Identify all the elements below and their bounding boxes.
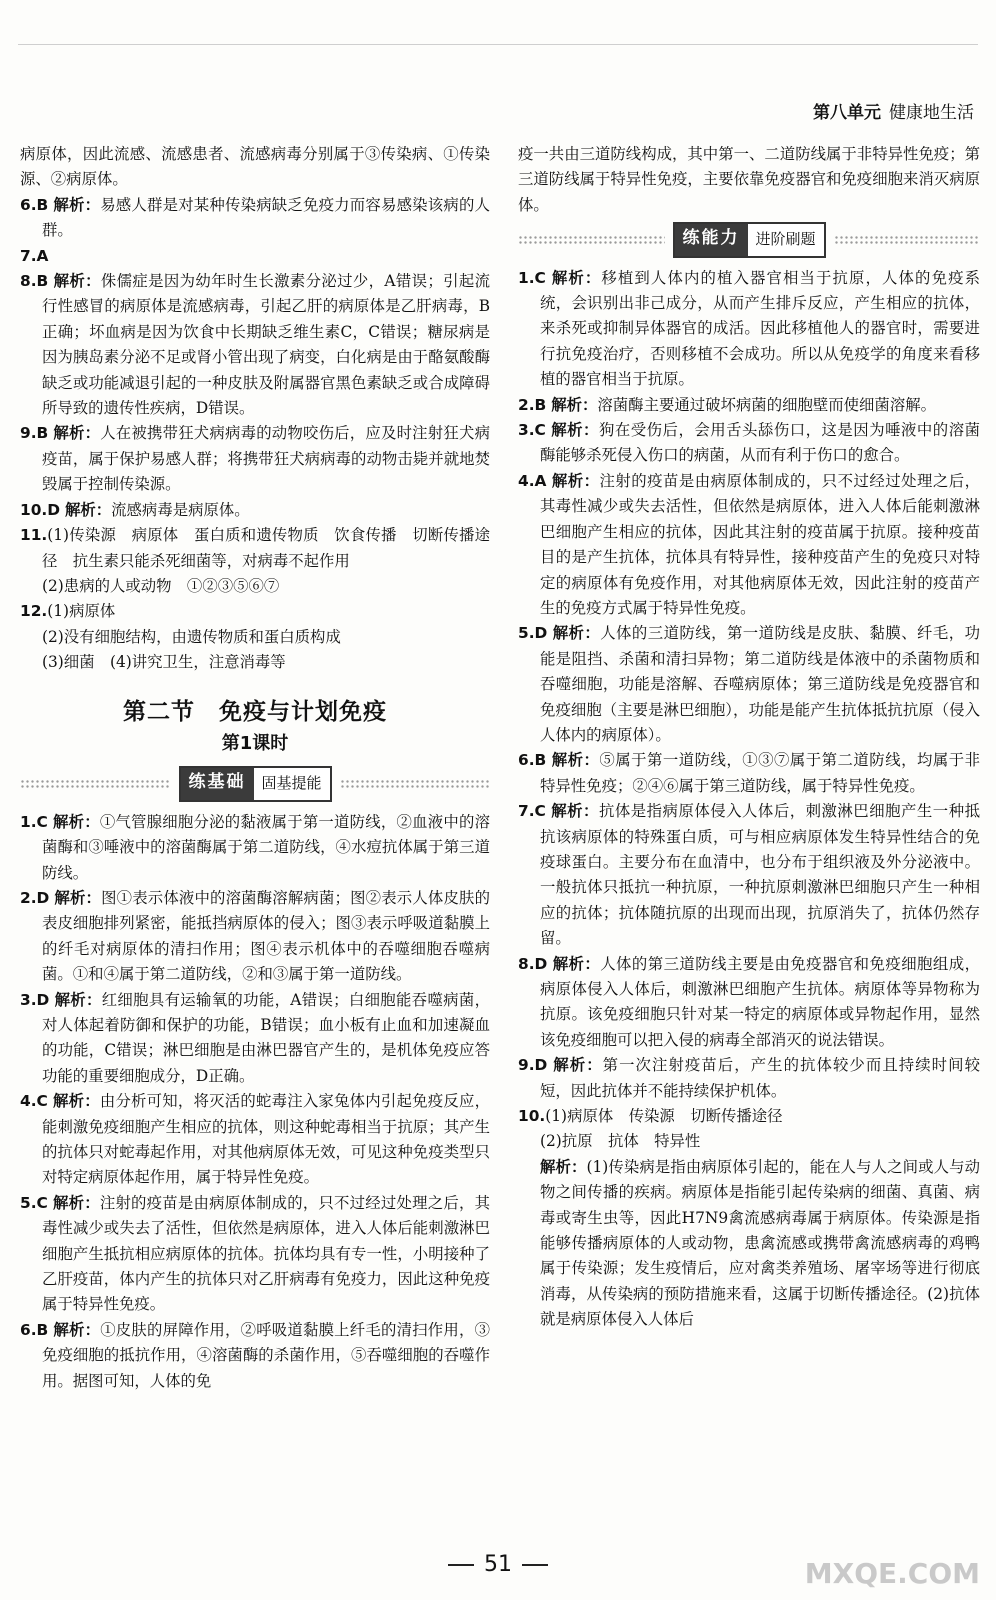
answer-item: 2.D 解析：图①表示体液中的溶菌酶溶解病菌；图②表示人体皮肤的表皮细胞排列紧密，能抵挡病原体的侵入；图③表示呼吸道黏膜上的纤毛对病原体的清扫作用；图④表示机体中的吞噬细胞吞噬病菌。①和④属于第二道防线，②和③属于第一道防线。: [20, 888, 490, 984]
answer-item: 7.A: [20, 246, 49, 265]
dotted-rule: [20, 779, 171, 789]
right-intro: 疫一共由三道防线构成，其中第一、二道防线属于非特异性免疫；第三道防线属于特异性免疫，主要依靠免疫器官和免疫细胞来消灭病原体。: [518, 145, 980, 214]
answer-item: 12.(1)病原体: [20, 602, 116, 621]
answer-subline: (2)没有细胞结构，由遗传物质和蛋白质构成: [42, 627, 341, 646]
answer-subline: (3)细菌 (4)讲究卫生，注意消毒等: [42, 653, 286, 672]
answer-subline: (2)患病的人或动物 ①②③⑤⑥⑦: [42, 576, 280, 595]
dotted-rule: [834, 235, 981, 245]
left-intro: 病原体，因此流感、流感患者、流感病毒分别属于③传染病、①传染源、②病原体。: [20, 145, 490, 189]
banner-main-label: 练能力: [675, 224, 748, 255]
watermark-logo: MXQE.COM: [804, 1557, 980, 1590]
answer-item: 1.C 解析：①气管腺细胞分泌的黏液属于第一道防线，②血液中的溶菌酶和③唾液中的溶菌酶属于第二道防线，④水痘抗体属于第三道防线。: [20, 812, 490, 882]
practice-banner-ability: [518, 222, 980, 257]
answer-item: 6.B 解析：⑤属于第一道防线，①③⑦属于第二道防线，均属于非特异性免疫；②④⑥属于第三道防线，属于特异性免疫。: [518, 751, 980, 795]
answer-item: 5.D 解析：人体的三道防线，第一道防线是皮肤、黏膜、纤毛，功能是阻挡、杀菌和清扫异物；第二道防线是体液中的杀菌物质和吞噬细胞，功能是溶解、吞噬病原体；第三道防线是免疫器官和免疫细胞（主要是淋巴细胞），功能是能产生抗体抵抗抗原（侵入人体内的病原体）。: [518, 624, 980, 744]
answer-item: 10.D 解析：流感病毒是病原体。: [20, 500, 250, 519]
top-rule: [18, 44, 978, 45]
banner-box: [673, 222, 826, 257]
answer-item: 9.D 解析：第一次注射疫苗后，产生的抗体较少而且持续时间较短，因此抗体并不能持续保护机体。: [518, 1056, 980, 1100]
lesson-title: 第1课时: [221, 732, 289, 754]
banner-sub-label: 进阶刷题: [748, 224, 824, 255]
practice-banner-basic: [20, 766, 490, 801]
answer-item: 8.D 解析：人体的第三道防线主要是由免疫器官和免疫细胞组成，病原体侵入人体后，刺激淋巴细胞产生抗体。病原体等异物称为抗原。该免疫细胞只针对某一特定的病原体或异物起作用，显然该免疫细胞可以把入侵的病毒全部消灭的说法错误。: [518, 954, 980, 1049]
page-number: 51: [484, 1552, 512, 1577]
answer-item: 8.B 解析：侏儒症是因为幼年时生长激素分泌过少，A错误；引起流行性感冒的病原体是流感病毒，引起乙肝的病原体是乙肝病毒，B正确；坏血病是因为饮食中长期缺乏维生素C，C错误；糖尿病是因为胰岛素分泌不足或肾小管出现了病变，白化病是由于酪氨酸酶缺乏或功能减退引起的一种皮肤及附属器官黑色素缺乏或合成障碍所导致的遗传性疾病，D错误。: [20, 272, 490, 418]
banner-sub-label: 固基提能: [254, 768, 330, 799]
answer-item: 5.C 解析：注射的疫苗是由病原体制成的，只不过经过处理之后，其毒性减少或失去了活性，但依然是病原体，进入人体后能刺激淋巴细胞产生抵抗相应病原体的抗体。抗体均具有专一性，小明接种了乙肝疫苗，体内产生的抗体只对乙肝病毒有免疫力，因此这种免疫属于特异性免疫。: [20, 1193, 490, 1314]
answer-item: 11.(1)传染源 病原体 蛋白质和遗传物质 饮食传播 切断传播途径 抗生素只能杀死细菌等，对病毒不起作用: [20, 526, 490, 570]
left-column: [20, 142, 490, 1394]
right-column: [518, 142, 980, 1333]
dotted-rule: [518, 235, 665, 245]
answer-item: 6.B 解析：①皮肤的屏障作用，②呼吸道黏膜上纤毛的清扫作用，③免疫细胞的抵抗作用，④溶菌酶的杀菌作用，⑤吞噬细胞的吞噬作用。据图可知，人体的免: [20, 1320, 490, 1390]
answer-item: 2.B 解析：溶菌酶主要通过破坏病菌的细胞壁而使细菌溶解。: [518, 395, 936, 414]
unit-header: [813, 98, 974, 123]
answer-item: 9.B 解析：人在被携带狂犬病病毒的动物咬伤后，应及时注射狂犬病疫苗，属于保护易感人群；将携带狂犬病病毒的动物击毙并就地焚毁属于控制传染源。: [20, 424, 490, 494]
answer-item: 10.(1)病原体 传染源 切断传播途径: [518, 1107, 783, 1126]
answer-item: 4.A 解析：注射的疫苗是由病原体制成的，只不过经过处理之后，其毒性减少或失去活性，但依然是病原体，进入人体后能刺激淋巴细胞产生相应的抗体，因此其注射的疫苗属于抗原。接种疫苗目的是产生抗体，抗体具有特异性，接种疫苗产生的免疫只对特定的病原体有免疫作用，对其他病原体无效，因此注射的疫苗产生的免疫方式属于特异性免疫。: [518, 471, 980, 617]
unit-title: 健康地生活: [889, 103, 974, 123]
answer-subline: (2)抗原 抗体 特异性: [540, 1132, 701, 1151]
footer-dash-right: [522, 1564, 548, 1566]
answer-item: 3.D 解析：红细胞具有运输氧的功能，A错误；白细胞能吞噬病菌，对人体起着防御和保护的功能，B错误；血小板有止血和加速凝血的功能，C错误；淋巴细胞是由淋巴器官产生的，是机体免疫应答功能的重要细胞成分，D正确。: [20, 990, 490, 1085]
answer-analysis: 解析：(1)传染病是指由病原体引起的，能在人与人之间或人与动物之间传播的疾病。病原体是指能引起传染病的细菌、真菌、病毒或寄生虫等，因此H7N9禽流感病毒属于病原体。传染源是指能够传播病原体的人或动物，患禽流感或携带禽流感病毒的鸡鸭属于传染源；发生疫情后，应对禽类养殖场、屠宰场等进行彻底消毒，从传染病的预防措施来看，这属于切断传播途径。(2)抗体就是病原体侵入人体后: [540, 1157, 980, 1329]
answer-item: 6.B 解析：易感人群是对某种传染病缺乏免疫力而容易感染该病的人群。: [20, 195, 490, 240]
unit-label: 第八单元: [813, 103, 881, 123]
answer-item: 4.C 解析：由分析可知，将灭活的蛇毒注入家兔体内引起免疫反应，能刺激免疫细胞产生相应的抗体，则这种蛇毒相当于抗原；其产生的抗体只对蛇毒起作用，对其他病原体无效，可见这种免疫类型只对特定病原体起作用，属于特异性免疫。: [20, 1092, 490, 1187]
footer-dash-left: [448, 1564, 474, 1566]
answer-item: 7.C 解析：抗体是指病原体侵入人体后，刺激淋巴细胞产生一种抵抗该病原体的特殊蛋白质，可与相应病原体发生特异性结合的免疫球蛋白。主要分布在血清中，也分布于组织液及外分泌液中。一般抗体只抵抗一种抗原，一种抗原刺激淋巴细胞只产生一种相应的抗体；抗体随抗原的出现而出现，抗原消失了，抗体仍然存留。: [518, 802, 980, 948]
banner-main-label: 练基础: [181, 768, 254, 799]
answer-item: 1.C 解析：移植到人体内的植入器官相当于抗原，人体的免疫系统，会识别出非己成分，从而产生排斥反应，产生相应的抗体，来杀死或抑制异体器官的成活。因此移植他人的器官时，需要进行抗免疫治疗，否则移植不会成功。所以从免疫学的角度来看移植的器官相当于抗原。: [518, 268, 980, 389]
dotted-rule: [340, 779, 491, 789]
answer-item: 3.C 解析：狗在受伤后，会用舌头舔伤口，这是因为唾液中的溶菌酶能够杀死侵入伤口的病菌，从而有利于伤口的愈合。: [518, 421, 980, 465]
banner-box: [179, 766, 332, 801]
section-title: 第二节 免疫与计划免疫: [123, 698, 387, 725]
